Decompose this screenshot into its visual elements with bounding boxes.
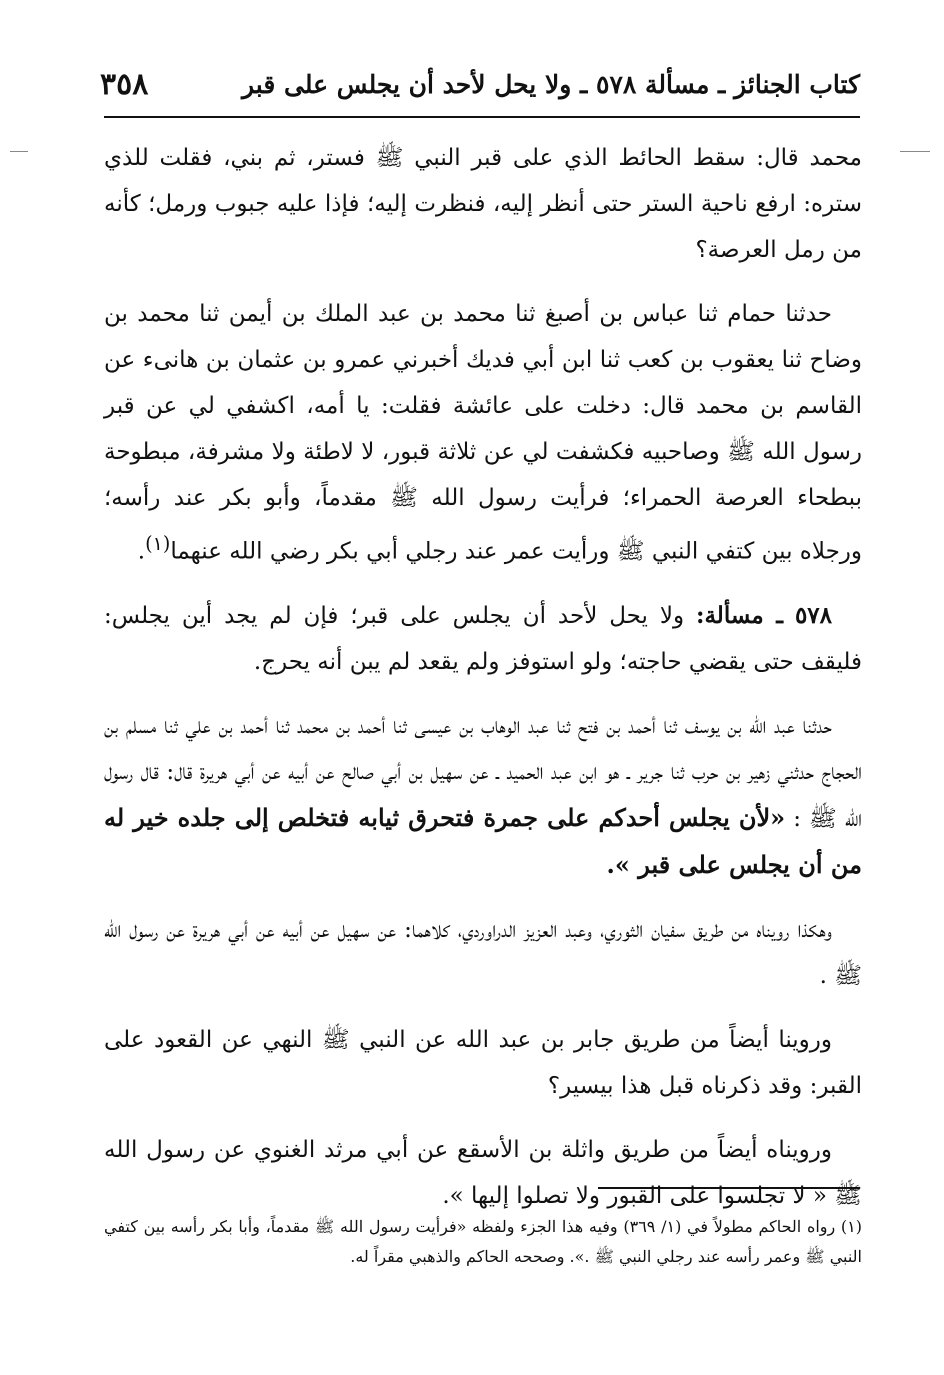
issue-label: ـ مسألة: <box>695 601 784 629</box>
issue-number: ٥٧٨ <box>794 601 832 629</box>
paragraph: وروينا أيضاً من طريق جابر بن عبد الله عن النبي ﷺ النهي عن القعود على القبر: وقد ذكرناه قبل هذا بيسير؟ <box>104 1026 862 1099</box>
paragraph: ورويناه أيضاً من طريق واثلة بن الأسقع عن أبي مرثد الغنوي عن رسول الله ﷺ « لا تجلسوا على القبور ولا تصلوا إليها ». <box>104 1136 862 1209</box>
footnotes <box>104 1212 862 1272</box>
header-rule <box>104 116 860 118</box>
margin-mark-left <box>10 151 28 152</box>
paragraph: وهكذا رويناه من طريق سفيان الثوري، وعبد العزيز الدراوردي، كلاهما: عن سهيل عن أبيه عن أبي هريرة عن رسول الله ﷺ . <box>104 916 862 989</box>
hadith-text: «لأن يجلس أحدكم على جمرة فتحرق ثيابه فتخلص إلى جلده خير له من أن يجلس على قبر ». <box>104 802 862 879</box>
issue-text: ولا يحل لأحد أن يجلس على قبر؛ فإن لم يجد أين يجلس: <box>104 602 685 629</box>
running-title: كتاب الجنائز ـ مسألة ٥٧٨ ـ ولا يحل لأحد أن يجلس على قبر <box>241 69 860 99</box>
footnote-ref: (١) <box>145 532 171 555</box>
issue-paragraph <box>104 593 862 685</box>
page-number: ٣٥٨ <box>100 66 149 102</box>
paragraph: محمد قال: سقط الحائط الذي على قبر النبي ﷺ فستر، ثم بني، فقلت للذي ستره: ارفع ناحية الستر حتى أنظر إليه، فنظرت إليه؛ فإذا عليه جبوب ورمل؛ كأنه من رمل العرصة؟ <box>104 145 862 263</box>
page-header <box>100 58 860 110</box>
paragraph <box>104 291 862 575</box>
main-text <box>104 135 862 1237</box>
paragraph <box>104 703 862 889</box>
footnote: (١) رواه الحاكم مطولاً في (١/ ٣٦٩) وفيه هذا الجزء ولفظه «فرأيت رسول الله ﷺ مقدماً، وأبا بكر رأسه بين كتفي النبي ﷺ وعمر رأسه عند رجلي النبي ﷺ .». وصححه الحاكم والذهبي مقراً له. <box>104 1217 863 1266</box>
paragraph-text: حدثنا حمام ثنا عباس بن أصبغ ثنا محمد بن عبد الملك بن أيمن ثنا محمد بن وضاح ثنا يعقوب بن كعب ثنا ابن أبي فديك أخبرني عمرو بن عثمان بن هانىء عن القاسم بن محمد قال: دخلت على عائشة فقلت: يا أمه، اكشفي لي عن قبر رسول الله ﷺ وصاحبيه فكشفت لي عن ثلاثة قبور، لا لاطئة ولا مشرفة، مبطوحة ببطحاء العرصة الحمراء؛ فرأيت رسول الله ﷺ مقدماً، وأبو بكر عند رأسه؛ ورجلاه بين كتفي النبي ﷺ ورأيت عمر عند رجلي أبي بكر رضي الله عنهما <box>104 301 862 565</box>
margin-mark-right <box>900 151 930 152</box>
isnad-text: حدثنا عبد الله بن يوسف ثنا أحمد بن فتح ثنا عبد الوهاب بن عيسى ثنا أحمد بن محمد ثنا أحمد بن علي ثنا مسلم بن الحجاج حدثني زهير بن حرب ثنا جرير ـ هو ابن عبد الحميد ـ عن سهيل بن أبي صالح عن أبيه عن أبي هريرة قال: قال رسول الله ﷺ : <box>104 712 863 832</box>
footnote-rule <box>598 1187 860 1189</box>
closing-period: . <box>137 538 146 565</box>
issue-continuation: فليقف حتى يقضي حاجته؛ ولو استوفز ولم يقعد لم يبن أنه يحرج. <box>253 648 862 675</box>
